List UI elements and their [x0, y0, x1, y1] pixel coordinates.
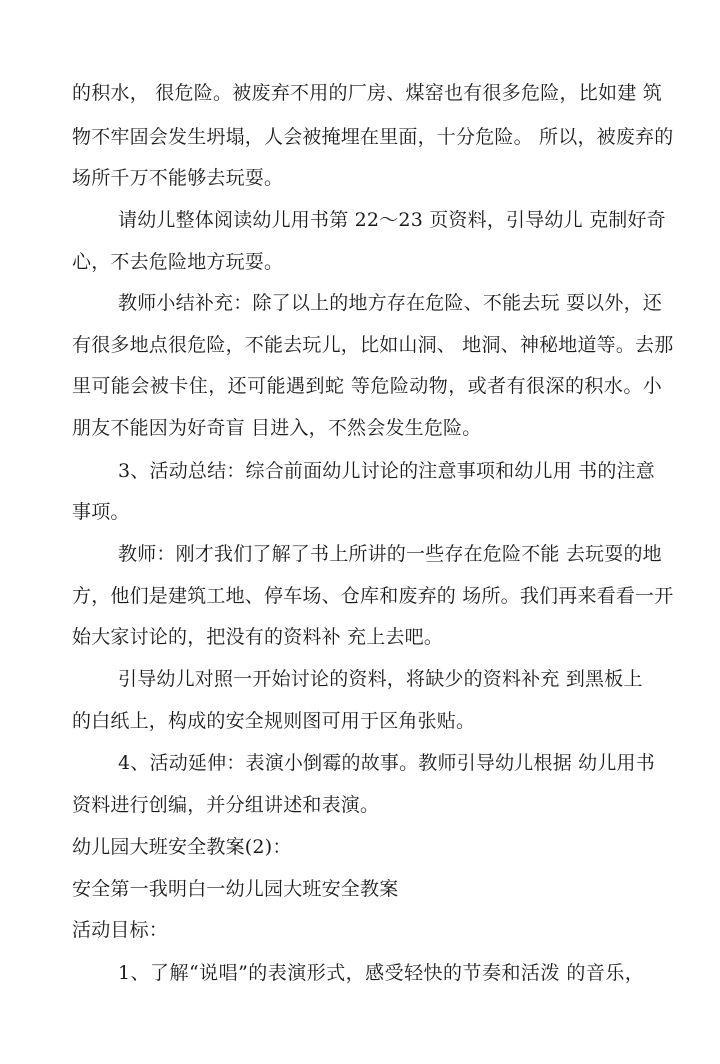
- text-line: 教师：刚才我们了解了书上所讲的一些存在危险不能 去玩耍的地: [118, 543, 662, 565]
- section-heading: 幼儿园大班安全教案(2)：: [72, 836, 292, 858]
- text-line: 事项。: [72, 501, 130, 523]
- text-line: 引导幼儿对照一开始讨论的资料，将缺少的资料补充 到黑板上: [118, 668, 643, 690]
- text-line: 有很多地点很危险，不能去玩儿，比如山洞、 地洞、神秘地道等。去那: [72, 334, 674, 356]
- text-line: 资料进行创编，并分组讲述和表演。: [72, 794, 380, 816]
- text-line: 方，他们是建筑工地、停车场、仓库和废弃的 场所。我们再来看看一开: [72, 585, 674, 607]
- text-line: 的积水， 很危险。被废弃不用的厂房、煤窑也有很多危险，比如建 筑: [72, 82, 662, 104]
- text-line: 3、活动总结：综合前面幼儿讨论的注意事项和幼儿用 书的注意: [118, 460, 655, 482]
- text-line: 始大家讨论的，把没有的资料补 充上去吧。: [72, 626, 444, 648]
- text-line: 教师小结补充：除了以上的地方存在危险、不能去玩 耍以外，还: [118, 292, 662, 314]
- text-line: 安全第一我明白一幼儿园大班安全教案: [72, 878, 399, 900]
- text-line: 4、活动延伸：表演小倒霉的故事。教师引导幼儿根据 幼儿用书: [118, 752, 655, 774]
- text-line: 场所千万不能够去玩耍。: [72, 167, 284, 189]
- text-line: 的白纸上，构成的安全规则图可用于区角张贴。: [72, 710, 476, 732]
- text-line: 里可能会被卡住，还可能遇到蛇 等危险动物，或者有很深的积水。小: [72, 375, 662, 397]
- text-line: 请幼儿整体阅读幼儿用书第 22～23 页资料，引导幼儿 克制好奇: [118, 209, 666, 231]
- text-line: 1、了解“说唱”的表演形式，感受轻快的节奏和活泼 的音乐，: [118, 962, 644, 984]
- text-line: 活动目标：: [72, 919, 169, 941]
- text-line: 物不牢固会发生坍塌，人会被掩埋在里面，十分危险。 所以，被废弃的: [72, 126, 674, 148]
- text-line: 朋友不能因为好奇盲 目进入，不然会发生危险。: [72, 417, 482, 439]
- text-line: 心，不去危险地方玩耍。: [72, 251, 284, 273]
